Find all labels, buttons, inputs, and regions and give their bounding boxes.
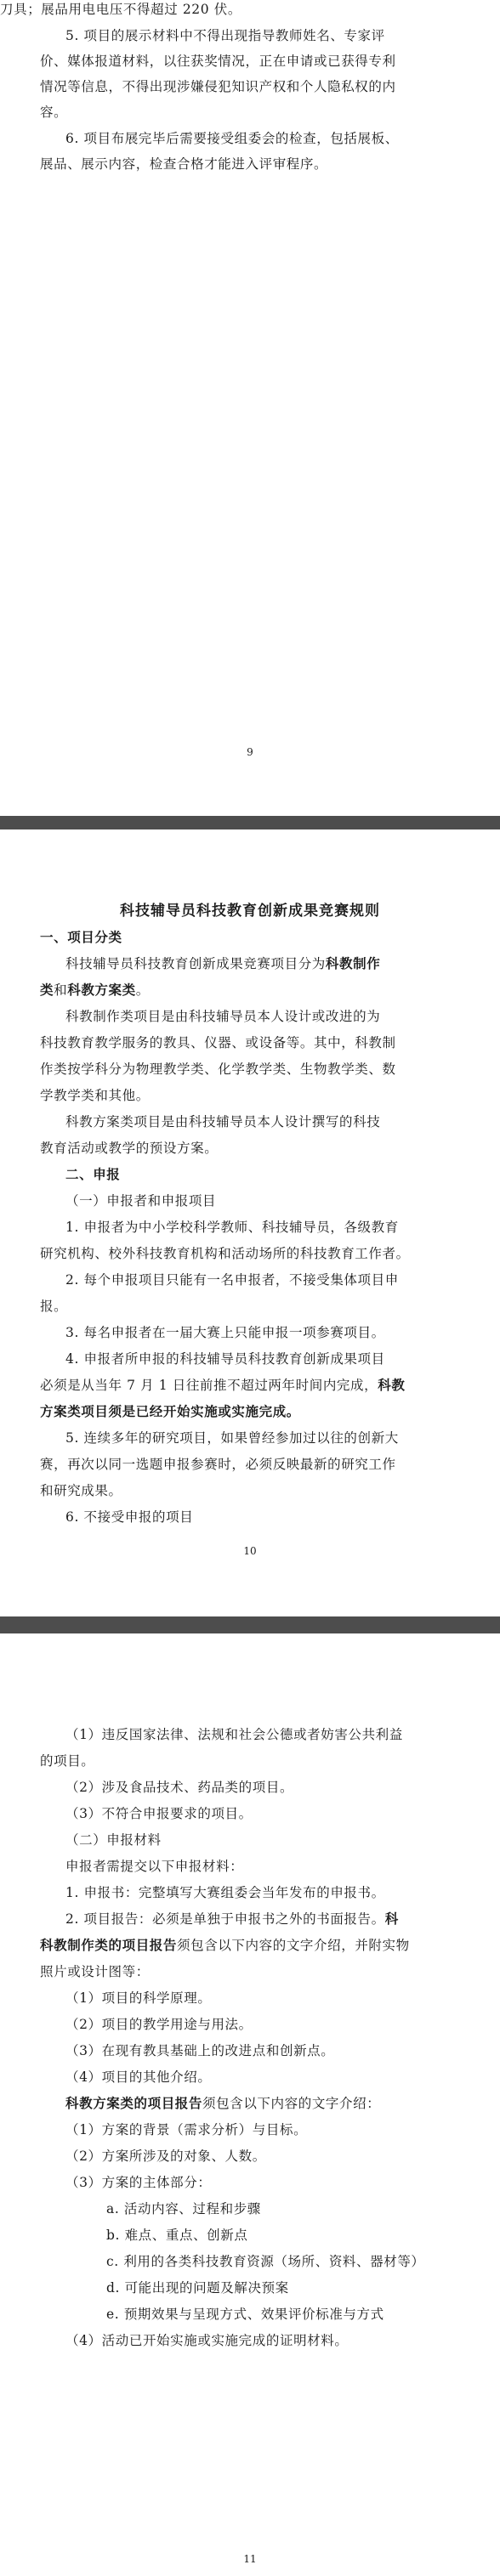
list-item: （1）违反国家法律、法规和社会公德或者妨害公共利益 [65, 1727, 403, 1742]
document-page-10 [0, 829, 500, 1616]
list-item: 研究机构、校外科技教育机构和活动场所的科技教育工作者。 [40, 1246, 410, 1261]
subsection-heading: （一）申报者和申报项目 [65, 1193, 217, 1209]
list-item: （1）方案的背景（需求分析）与目标。 [65, 2122, 308, 2137]
paragraph-line [65, 2094, 460, 2113]
list-item: 1. 申报者为中小学校科学教师、科技辅导员，各级教育 [65, 1220, 399, 1235]
list-item: d. 可能出现的问题及解决预案 [106, 2280, 289, 2296]
section-heading: 二、申报 [65, 1166, 121, 1182]
paragraph-line: 科技教育教学服务的教具、仪器、或设备等。其中，科教制 [40, 1035, 396, 1050]
list-item: 方案类项目须是已经开始实施或实施完成。 [40, 1403, 300, 1419]
list-item [65, 1910, 460, 1928]
list-item: （2）方案所涉及的对象、人数。 [65, 2149, 266, 2164]
paragraph-line: 科教方案类项目是由科技辅导员本人设计撰写的科技 [65, 1114, 381, 1129]
list-item: 6. 不接受申报的项目 [65, 1509, 194, 1525]
list-item: （4）项目的其他介绍。 [65, 2069, 212, 2085]
list-item: 2. 每个申报项目只能有一名申报者，不接受集体项目申 [65, 1272, 399, 1288]
paragraph-line: 作类按学科分为物理教学类、化学教学类、生物教学类、数 [40, 1062, 396, 1077]
text-span: 须包含以下内容的文字介绍： [202, 2096, 381, 2111]
list-item: 赛，再次以同一选题申报参赛时，必须反映最新的研究工作 [40, 1457, 396, 1472]
bold-term: 类 [40, 982, 54, 998]
list-item: （2）涉及食品技术、药品类的项目。 [65, 1780, 294, 1795]
page-number: 10 [243, 1545, 257, 1557]
list-item: （3）方案的主体部分： [65, 2175, 212, 2190]
paragraph-line [40, 1936, 460, 1955]
bold-term: 科教制作 [325, 955, 381, 971]
text-span: 须包含以下内容的文字介绍，并附实物 [177, 1938, 410, 1953]
paragraph-line: 科教制作类项目是由科技辅导员本人设计或改进的为 [65, 1009, 381, 1024]
text-line: 6. 项目布展完毕后需要接受组委会的检查，包括展板、 [65, 131, 399, 146]
list-item [40, 1376, 460, 1395]
bold-term: 科教 [378, 1377, 406, 1393]
document-page-9 [0, 0, 500, 816]
bold-term: 科 [384, 1911, 399, 1927]
paragraph-line: 学教学类和其他。 [40, 1088, 150, 1103]
list-item: 1. 申报书：完整填写大赛组委会当年发布的申报书。 [65, 1885, 385, 1900]
text-line: 刀具；展品用电电压不得超过 220 伏。 [0, 2, 241, 17]
text-line: 容。 [40, 105, 68, 120]
list-item: （1）项目的科学原理。 [65, 1990, 212, 2006]
document-page-11 [0, 1633, 500, 2576]
page-separator [0, 816, 500, 829]
text-line: 价、媒体报道材料，以往获奖情况，正在申请或已获得专利 [40, 54, 396, 69]
bold-term: 科教制作类的项目报告 [40, 1937, 178, 1953]
list-item: e. 预期效果与呈现方式、效果评价标准与方式 [106, 2307, 384, 2322]
list-item: （3）不符合申报要求的项目。 [65, 1806, 253, 1821]
list-item: 和研究成果。 [40, 1483, 122, 1498]
text-span: 科技辅导员科技教育创新成果竞赛项目分为 [65, 956, 326, 971]
list-item: 4. 申报者所申报的科技辅导员科技教育创新成果项目 [65, 1351, 385, 1367]
list-item: 的项目。 [40, 1753, 95, 1769]
list-item: （4）活动已开始实施或实施完成的证明材料。 [65, 2333, 349, 2348]
paragraph-line: 教育活动或教学的预设方案。 [40, 1141, 219, 1156]
bold-term: 科教方案类 [67, 982, 136, 998]
paragraph-line: 申报者需提交以下申报材料： [65, 1859, 244, 1874]
paragraph-line: 照片或设计图等： [40, 1964, 150, 1979]
page-separator [0, 1616, 500, 1633]
paragraph-line [65, 954, 460, 973]
paragraph-line [40, 981, 460, 999]
text-span: 必须是从当年 7 月 1 日往前推不超过两年时间内完成， [40, 1378, 378, 1393]
document-title: 科技辅导员科技教育创新成果竞赛规则 [120, 903, 380, 920]
list-item: 报。 [40, 1299, 68, 1314]
text-line: 情况等信息，不得出现涉嫌侵犯知识产权和个人隐私权的内 [40, 79, 396, 94]
bold-term: 科教方案类的项目报告 [65, 2095, 203, 2111]
text-span: 。 [135, 982, 150, 998]
list-item: b. 难点、重点、创新点 [106, 2228, 248, 2243]
subsection-heading: （二）申报材料 [65, 1832, 162, 1848]
list-item: 3. 每名申报者在一届大赛上只能申报一项参赛项目。 [65, 1325, 385, 1340]
section-heading: 一、项目分类 [40, 929, 122, 945]
page-number: 11 [243, 2553, 257, 2565]
list-item: （3）在现有教具基础上的改进点和创新点。 [65, 2043, 335, 2058]
text-span: 和 [54, 982, 68, 998]
list-item: （2）项目的教学用途与用法。 [65, 2017, 253, 2032]
list-item: a. 活动内容、过程和步骤 [106, 2201, 261, 2216]
page-number: 9 [247, 746, 253, 758]
text-span: 2. 项目报告：必须是单独于申报书之外的书面报告。 [65, 1911, 385, 1927]
text-line: 5. 项目的展示材料中不得出现指导教师姓名、专家评 [65, 28, 385, 43]
text-line: 展品、展示内容，检查合格才能进入评审程序。 [40, 156, 328, 172]
list-item: 5. 连续多年的研究项目，如果曾经参加过以往的创新大 [65, 1430, 399, 1446]
list-item: c. 利用的各类科技教育资源（场所、资料、器材等） [106, 2254, 425, 2269]
